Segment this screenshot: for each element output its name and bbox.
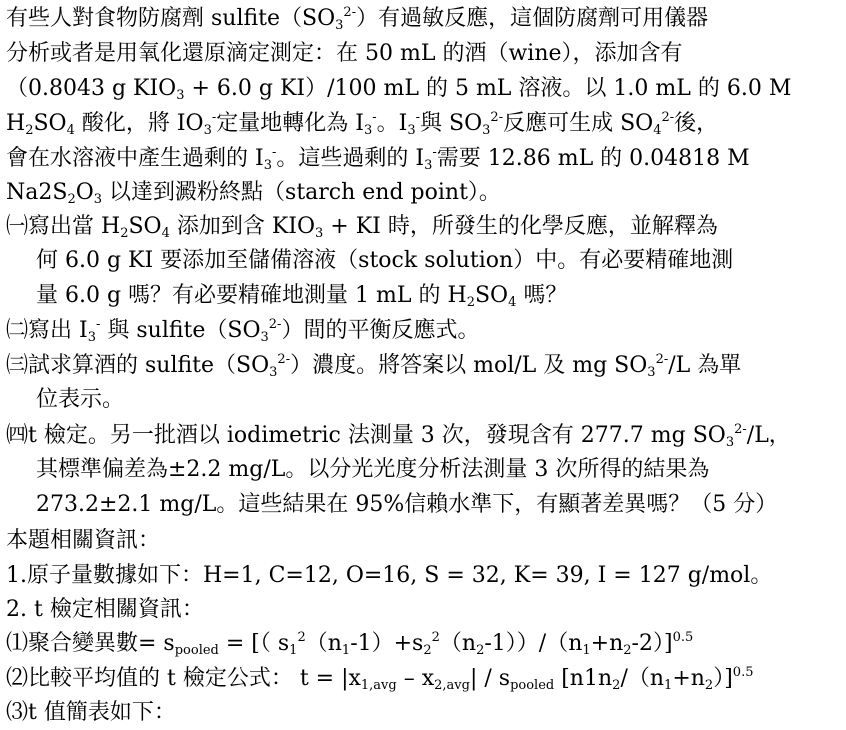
info-heading: 本題相關資訊： bbox=[6, 528, 161, 553]
question-1-line-1: ㈠寫出當 $H_2SO_4$ 添加到含 $KIO_3$ + KI 時，所發生的化學反應，並解釋為 bbox=[6, 214, 718, 241]
problem-line-6: $Na2S_2O_3$ 以達到澱粉終點（starch end point）。 bbox=[6, 180, 501, 207]
question-3-line-2: 位表示。 bbox=[36, 387, 125, 412]
problem-line-4: $H_2SO_4$ 酸化，將 $IO_3^-$定量地轉化為 $I_3^-$。$I_3^-$與 $SO_3^{2-}$反應可生成 $SO_4^{2-}$後， bbox=[6, 110, 719, 138]
question-1-line-3: 量 6.0 g 嗎？有必要精確地測量 1 mL 的 $H_2SO_4$ 嗎？ bbox=[36, 283, 568, 310]
problem-line-1: 有些人對食物防腐劑 $sulfite(SO_3^{2-})$有過敏反應，這個防腐劑可用儀器 bbox=[6, 5, 709, 33]
info-atomic-weights: 1.原子量數據如下：H=1, C=12, O=16, S = 32, K= 39, I = 127 g/mol。 bbox=[6, 563, 773, 588]
problem-line-2: 分析或者是用氧化還原滴定測定：在 50 mL 的酒（wine），添加含有 bbox=[6, 41, 683, 66]
info-t-test-formula: ⑵比較平均值的 t 檢定公式： $t = |x_{1,avg} - x_{2,avg}| / s_{pooled}$ $[n1n_2/(n_1+n_2)]^{0.5}$ bbox=[6, 665, 754, 693]
question-4-line-2: 其標準偏差為±2.2 mg/L。以分光光度分析法測量 3 次所得的結果為 bbox=[36, 457, 710, 482]
question-1-line-2: 何 6.0 g KI 要添加至儲備溶液（stock solution）中。有必要精確地測 bbox=[36, 248, 734, 273]
info-pooled-variance: ⑴聚合變異數= $s_{pooled}$ = [（ $s_1^2(n_1-1)+s_2^2(n_2-1))/(n_1+n_2-2)]^{0.5}$ bbox=[6, 630, 694, 658]
problem-line-5: 會在水溶液中產生過剩的 $I_3^-$。這些過剩的 $I_3^-$需要 12.86 mL 的 0.04818 M bbox=[6, 145, 750, 173]
problem-line-3: （0.8043 g $KIO_3 + 6.0$ g KI）/100 mL 的 5 mL 溶液。以 1.0 mL 的 6.0 M bbox=[6, 76, 792, 103]
info-t-test-heading: 2. t 檢定相關資訊： bbox=[6, 597, 204, 622]
question-4-line-3: 273.2±2.1 mg/L。這些結果在 95%信賴水準下，有顯著差異嗎？（5 分） bbox=[36, 492, 778, 517]
info-t-table-label: ⑶t 值簡表如下： bbox=[6, 700, 176, 725]
question-4-line-1: ㈣t 檢定。另一批酒以 iodimetric 法測量 3 次，發現含有 277.7 mg $SO_3^{2-}/L$， bbox=[6, 422, 791, 450]
question-2: ㈡寫出 $I_3^-$ 與 $sulfite(SO_3^{2-})$間的平衡反應式。 bbox=[6, 317, 480, 345]
question-3-line-1: ㈢試求算酒的 $sulfite(SO_3^{2-})$濃度。將答案以 mol/L 及 mg $SO_3^{2-}/L$ 為單 bbox=[6, 352, 742, 380]
